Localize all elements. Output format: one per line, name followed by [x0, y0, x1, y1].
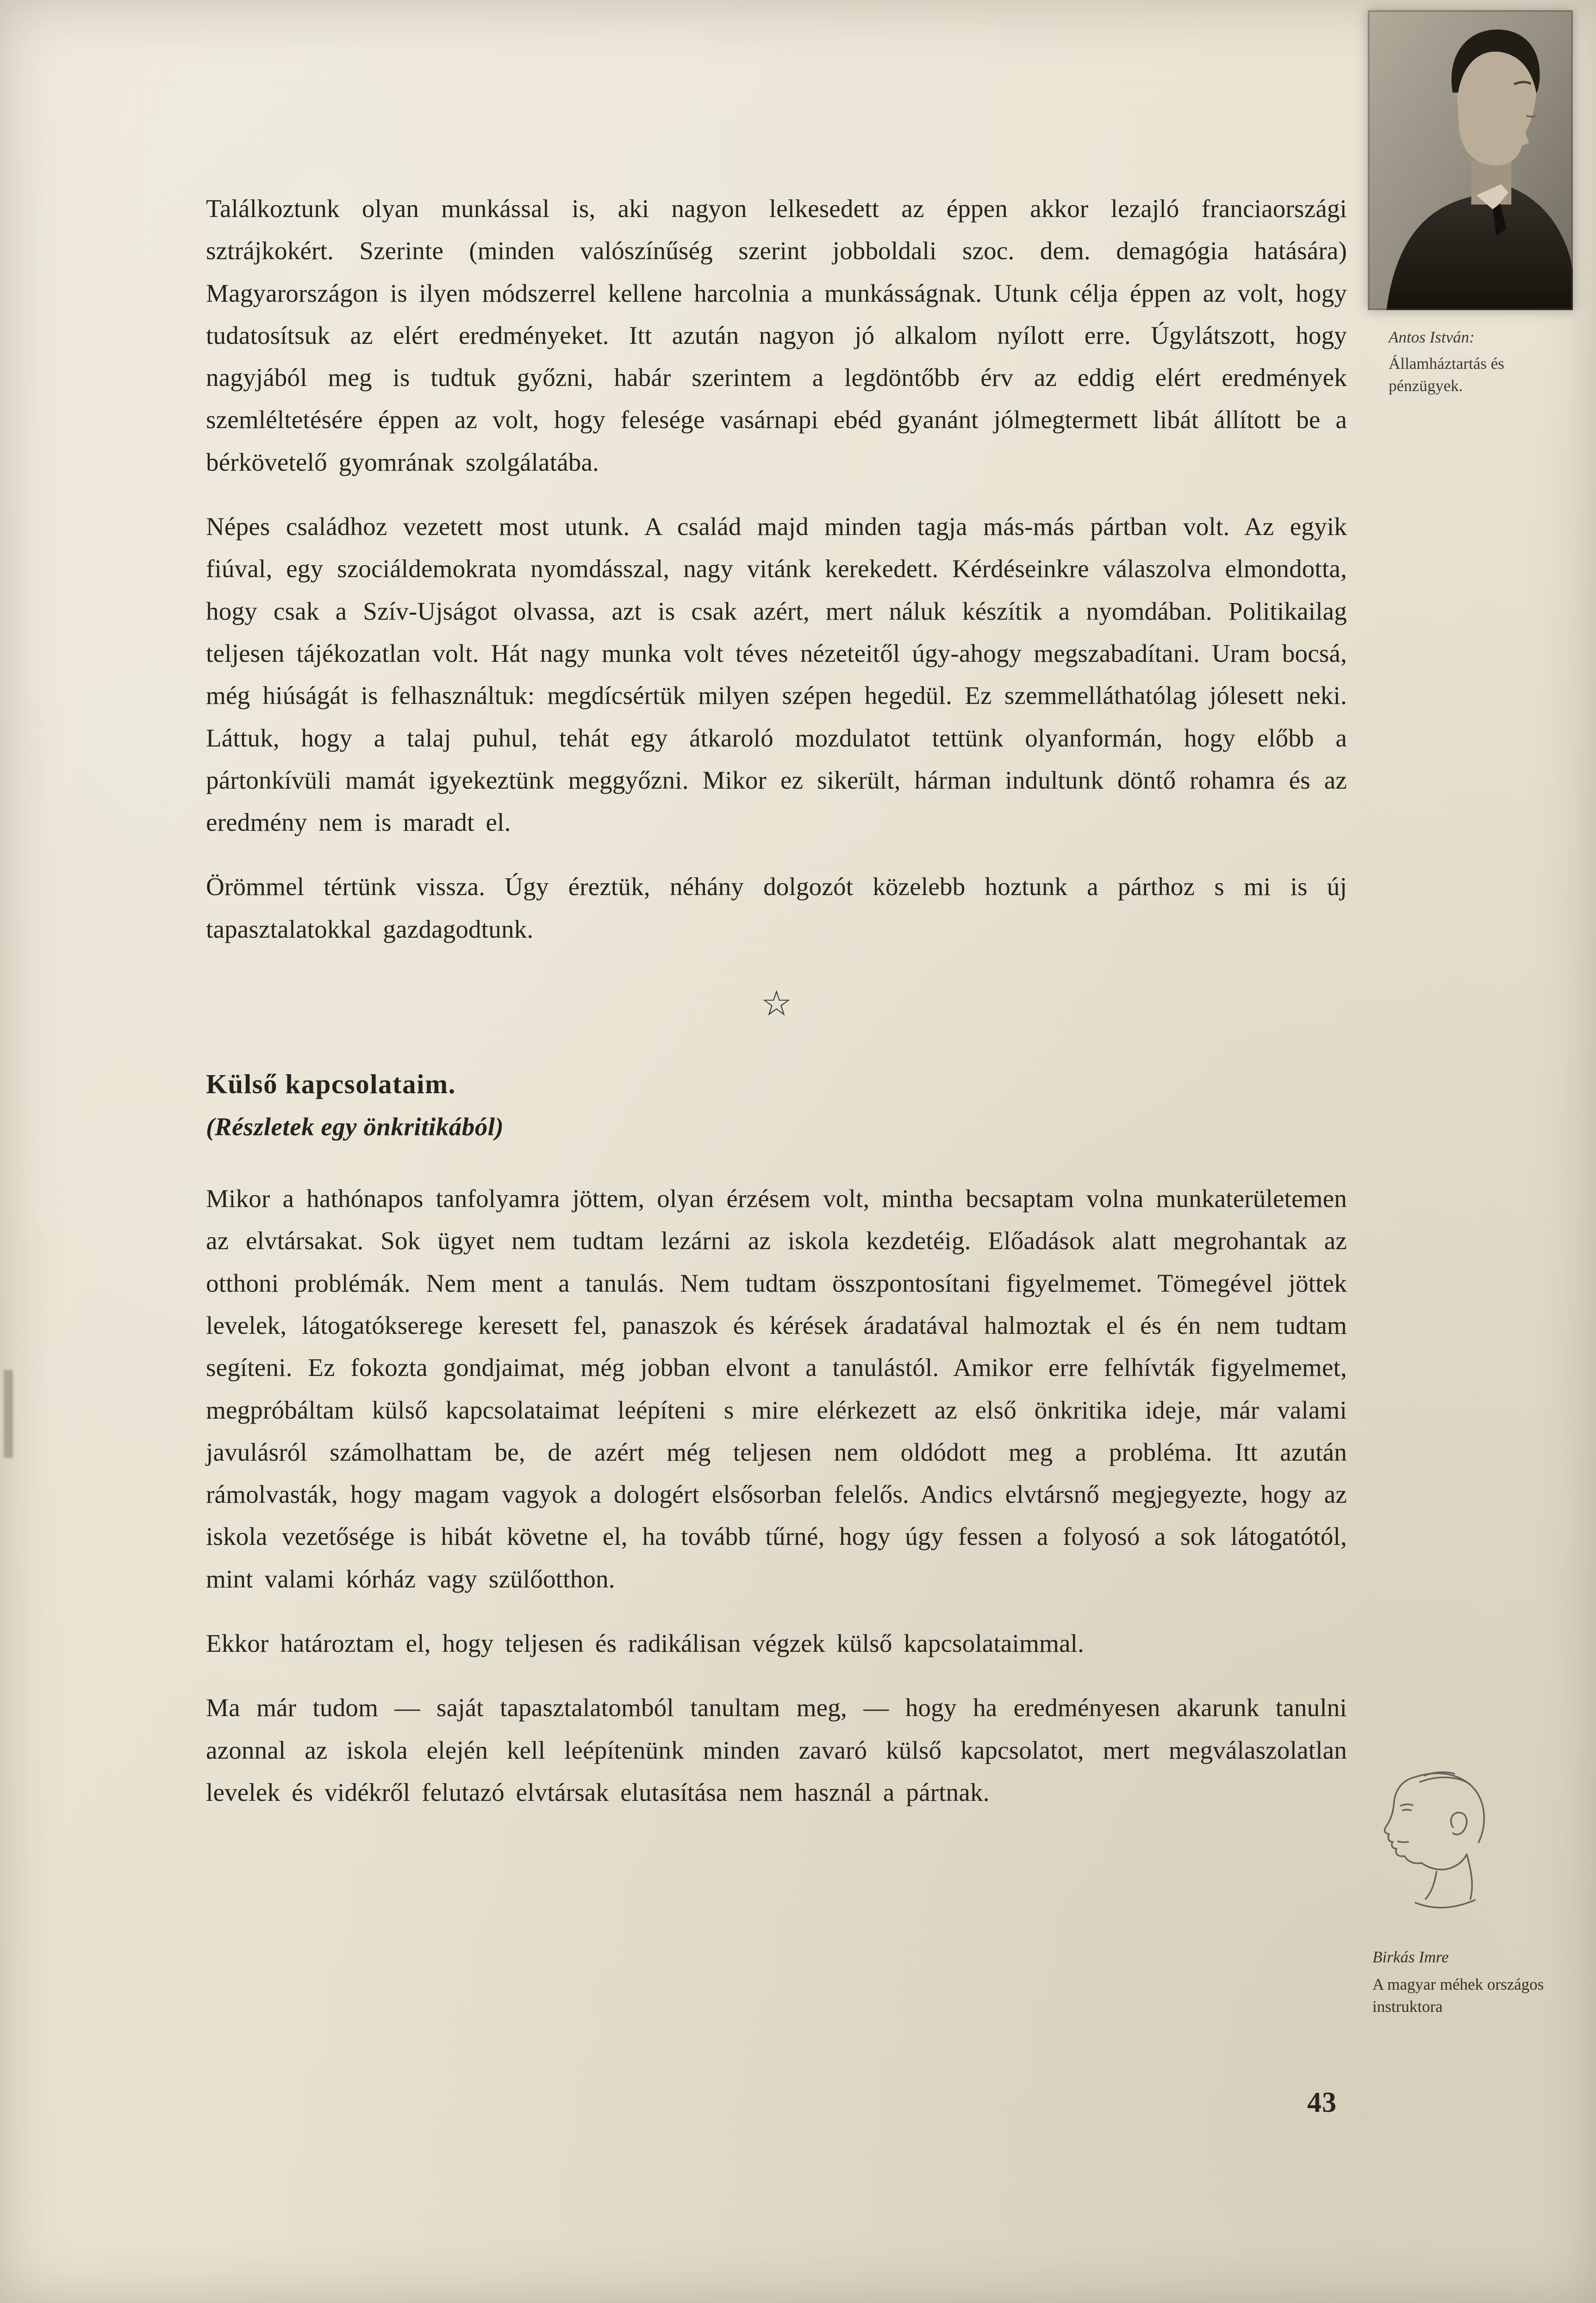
sketch-caption-role: A magyar méhek országos instruktora	[1372, 1975, 1544, 2016]
paragraph: Ekkor határoztam el, hogy teljesen és radikálisan végzek külső kapcsolataimmal.	[206, 1629, 1085, 1658]
sketch-caption	[1372, 1946, 1571, 2017]
page-number: 43	[1307, 2087, 1337, 2118]
portrait-sketch-image	[1345, 1752, 1523, 1948]
photo-caption	[1389, 326, 1571, 397]
sketch-caption-name: Birkás Imre	[1372, 1948, 1449, 1966]
article-body	[206, 187, 1347, 1836]
portrait-photo-image	[1368, 10, 1573, 310]
section-subheading: (Részletek egy önkritikából)	[206, 1113, 504, 1141]
paragraph: Népes családhoz vezetett most utunk. A család majd minden tagja más-más pártban volt. Az egyik fiúval, egy szociáldemokrata nyomdásszal, nagy vitánk kerekedett. Kérdéseinkre válaszolva elmondotta, hogy csak a Szív-Ujságot olvassa, azt is csak azért, mert náluk készítik a nyomdában. Politikailag teljesen tájékozatlan volt. Hát nagy munka volt téves nézeteitől úgy-ahogy megszabadítani. Uram bocsá, még hiúságát is felhasználtuk: megdícsértük milyen szépen hegedül. Ez szemmelláthatólag jólesett neki. Láttuk, hogy a talaj puhul, tehát egy átkaroló mozdulatot tettünk olyanformán, hogy előbb a pártonkívüli mamát igyekeztünk meggyőzni. Mikor ez sikerült, hárman indultunk döntő rohamra és az eredmény nem is maradt el.	[206, 512, 1347, 837]
paragraph: Mikor a hathónapos tanfolyamra jöttem, olyan érzésem volt, mintha becsaptam volna munkaterületemen az elvtársakat. Sok ügyet nem tudtam lezárni az iskola kezdetéig. Előadások alatt megrohantak az otthoni problémák. Nem ment a tanulás. Nem tudtam összpontosítani figyelmemet. Tömegével jöttek levelek, látogatókserege keresett fel, panaszok és kérések áradatával halmoztak el és én nem tudtam segíteni. Ez fokozta gondjaimat, még jobban elvont a tanulástól. Amikor erre felhívták figyelmemet, megpróbáltam külső kapcsolataimat leépíteni s mire elérkezett az első önkritika ideje, már valami javulásról számolhattam be, de azért még teljesen nem oldódott meg a probléma. Itt azután rámolvasták, hogy magam vagyok a dologért elsősorban felelős. Andics elvtársnő megjegyezte, hogy az iskola vezetősége is hibát követne el, ha tovább tűrné, hogy úgy fessen a folyosó a sok látogatótól, mint valami kórház vagy szülőotthon.	[206, 1184, 1347, 1593]
paragraph: Örömmel tértünk vissza. Úgy éreztük, néhány dolgozót közelebb hoztunk a párthoz s mi is új tapasztalatokkal gazdagodtunk.	[206, 872, 1347, 943]
scan-artifact	[4, 1370, 13, 1458]
portrait-sketch	[1345, 1752, 1523, 1948]
paragraph: Találkoztunk olyan munkással is, aki nagyon lelkesedett az éppen akkor lezajló franciaországi sztrájkokért. Szerinte (minden valószínűség szerint jobboldali szoc. dem. demagógia hatására) Magyarországon is ilyen módszerrel kellene harcolnia a munkásságnak. Utunk célja éppen az volt, hogy tudatosítsuk az elért eredményeket. Itt azután nagyon jó alkalom nyílott erre. Úgylátszott, hogy nagyjából meg is tudtuk győzni, habár szerintem a legdöntőbb érv az eddig elért eredmények szemléltetésére éppen az volt, hogy felesége vasárnapi ebéd gyanánt jólmegtermett libát állított be a bérkövetelő gyomrának szolgálatába.	[206, 194, 1347, 476]
photo-caption-role: Államháztartás és pénzügyek.	[1389, 355, 1504, 395]
star-divider-icon: ☆	[761, 984, 792, 1024]
portrait-photo	[1368, 10, 1573, 310]
paragraph: Ma már tudom — saját tapasztalatomból tanultam meg, — hogy ha eredményesen akarunk tanulni azonnal az iskola elején kell leépítenünk minden zavaró külső kapcsolatot, mert megválaszolatlan levelek és vidékről felutazó elvtársak elutasítása nem használ a pártnak.	[206, 1693, 1347, 1806]
section-heading: Külső kapcsolataim.	[206, 1069, 456, 1100]
photo-caption-name: Antos István:	[1389, 328, 1475, 346]
